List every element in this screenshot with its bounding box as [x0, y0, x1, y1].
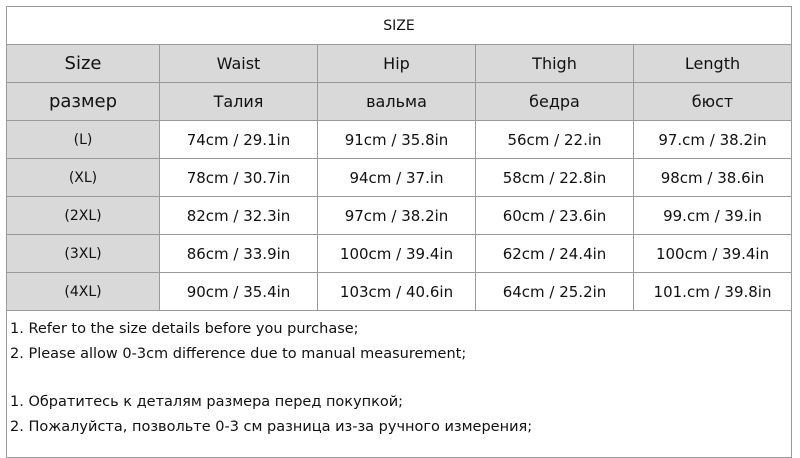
length-cell: 98cm / 38.6in: [634, 159, 792, 197]
length-cell: 101.cm / 39.8in: [634, 273, 792, 311]
length-cell: 99.cm / 39.in: [634, 197, 792, 235]
notes-cell: [7, 311, 792, 458]
waist-cell: 78cm / 30.7in: [160, 159, 318, 197]
waist-cell: 86cm / 33.9in: [160, 235, 318, 273]
note-ru-1: 1. Обратитесь к деталям размера перед покупкой;: [10, 394, 404, 410]
hip-cell: 94cm / 37.in: [318, 159, 476, 197]
length-cell: 100cm / 39.4in: [634, 235, 792, 273]
thigh-cell: 64cm / 25.2in: [476, 273, 634, 311]
header-thigh-ru: бедра: [476, 83, 634, 121]
header-size-ru: размер: [7, 83, 160, 121]
thigh-cell: 60cm / 23.6in: [476, 197, 634, 235]
size-cell: (2XL): [7, 197, 160, 235]
waist-cell: 74cm / 29.1in: [160, 121, 318, 159]
header-row-russian: [7, 83, 792, 121]
table-row: [7, 121, 792, 159]
length-cell: 97.cm / 38.2in: [634, 121, 792, 159]
thigh-cell: 58cm / 22.8in: [476, 159, 634, 197]
size-table: [6, 6, 792, 458]
header-hip: Hip: [318, 45, 476, 83]
thigh-cell: 62cm / 24.4in: [476, 235, 634, 273]
note-ru-2: 2. Пожалуйста, позвольте 0-3 см разница из-за ручного измерения;: [10, 418, 533, 435]
header-length: Length: [634, 45, 792, 83]
table-row: [7, 235, 792, 273]
size-cell: (3XL): [7, 235, 160, 273]
note-en-2: 2. Please allow 0-3cm difference due to manual measurement;: [10, 345, 467, 362]
note-en-1: 1. Refer to the size details before you purchase;: [10, 321, 359, 337]
hip-cell: 100cm / 39.4in: [318, 235, 476, 273]
header-hip-ru: вальма: [318, 83, 476, 121]
header-thigh: Thigh: [476, 45, 634, 83]
table-row: [7, 159, 792, 197]
size-cell: (L): [7, 121, 160, 159]
notes-row: [7, 311, 792, 458]
header-row-english: [7, 45, 792, 83]
hip-cell: 97cm / 38.2in: [318, 197, 476, 235]
table-row: [7, 273, 792, 311]
header-waist: Waist: [160, 45, 318, 83]
table-row: [7, 197, 792, 235]
hip-cell: 103cm / 40.6in: [318, 273, 476, 311]
header-length-ru: бюст: [634, 83, 792, 121]
waist-cell: 82cm / 32.3in: [160, 197, 318, 235]
waist-cell: 90cm / 35.4in: [160, 273, 318, 311]
size-cell: (4XL): [7, 273, 160, 311]
table-title: SIZE: [7, 7, 792, 45]
note-spacer: [10, 366, 791, 390]
thigh-cell: 56cm / 22.in: [476, 121, 634, 159]
size-cell: (XL): [7, 159, 160, 197]
header-waist-ru: Талия: [160, 83, 318, 121]
hip-cell: 91cm / 35.8in: [318, 121, 476, 159]
title-row: [7, 7, 792, 45]
header-size: Size: [7, 45, 160, 83]
